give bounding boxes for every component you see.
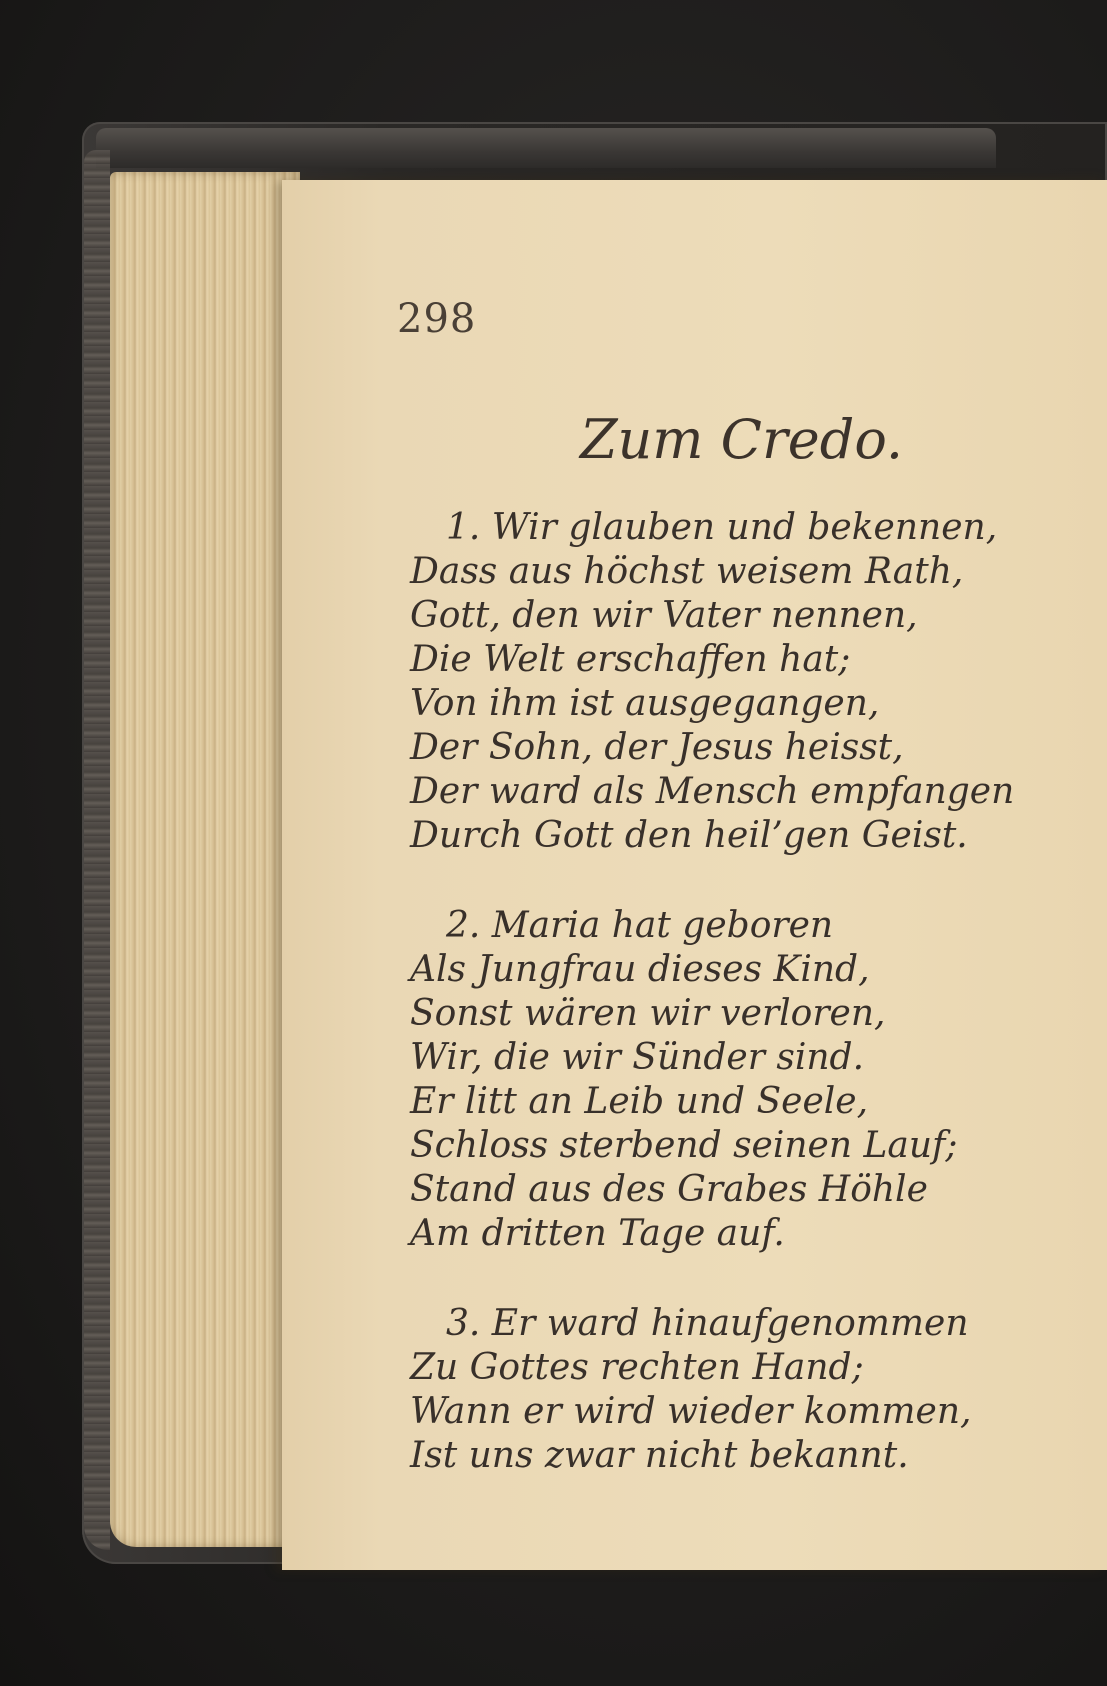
verse-line: Zu Gottes rechten Hand; — [410, 1347, 864, 1388]
verse-line: 2. Maria hat geboren — [446, 905, 834, 946]
verse-line: Von ihm ist ausgegangen, — [410, 683, 880, 724]
stanza-3 — [410, 1302, 1070, 1478]
verse-line: Durch Gott den heil’gen Geist. — [410, 815, 968, 856]
book-spine-worn-edge — [84, 150, 110, 1550]
book-cover-top-edge — [96, 128, 996, 168]
verse-line: Er litt an Leib und Seele, — [410, 1081, 869, 1122]
verse-line: Der Sohn, der Jesus heisst, — [410, 727, 904, 768]
verse-line: Als Jungfrau dieses Kind, — [410, 949, 870, 990]
verse-line: Schloss sterbend seinen Lauf; — [410, 1125, 958, 1166]
verse-line: Ist uns zwar nicht bekannt. — [410, 1435, 909, 1476]
verse-line: Die Welt erschaffen hat; — [410, 639, 851, 680]
stacked-page-edges — [110, 172, 300, 1547]
verse-line: Am dritten Tage auf. — [410, 1213, 785, 1254]
stanza-1 — [410, 506, 1070, 858]
verse-line: Der ward als Mensch empfangen — [410, 771, 1015, 812]
page-number: 298 — [397, 296, 477, 342]
verse-line: 1. Wir glauben und bekennen, — [446, 507, 998, 548]
verse-line: Gott, den wir Vater nennen, — [410, 595, 918, 636]
verse-line: Sonst wären wir verloren, — [410, 993, 886, 1034]
verse-line: Wir, die wir Sünder sind. — [410, 1037, 865, 1078]
verse-line: Stand aus des Grabes Höhle — [410, 1169, 928, 1210]
page-title: Zum Credo. — [580, 408, 904, 471]
verse-line: Wann er wird wieder kommen, — [410, 1391, 972, 1432]
verse-line: 3. Er ward hinaufgenommen — [446, 1303, 969, 1344]
verse-line: Dass aus höchst weisem Rath, — [410, 551, 964, 592]
poem-text — [410, 506, 1070, 1524]
stanza-2 — [410, 904, 1070, 1256]
